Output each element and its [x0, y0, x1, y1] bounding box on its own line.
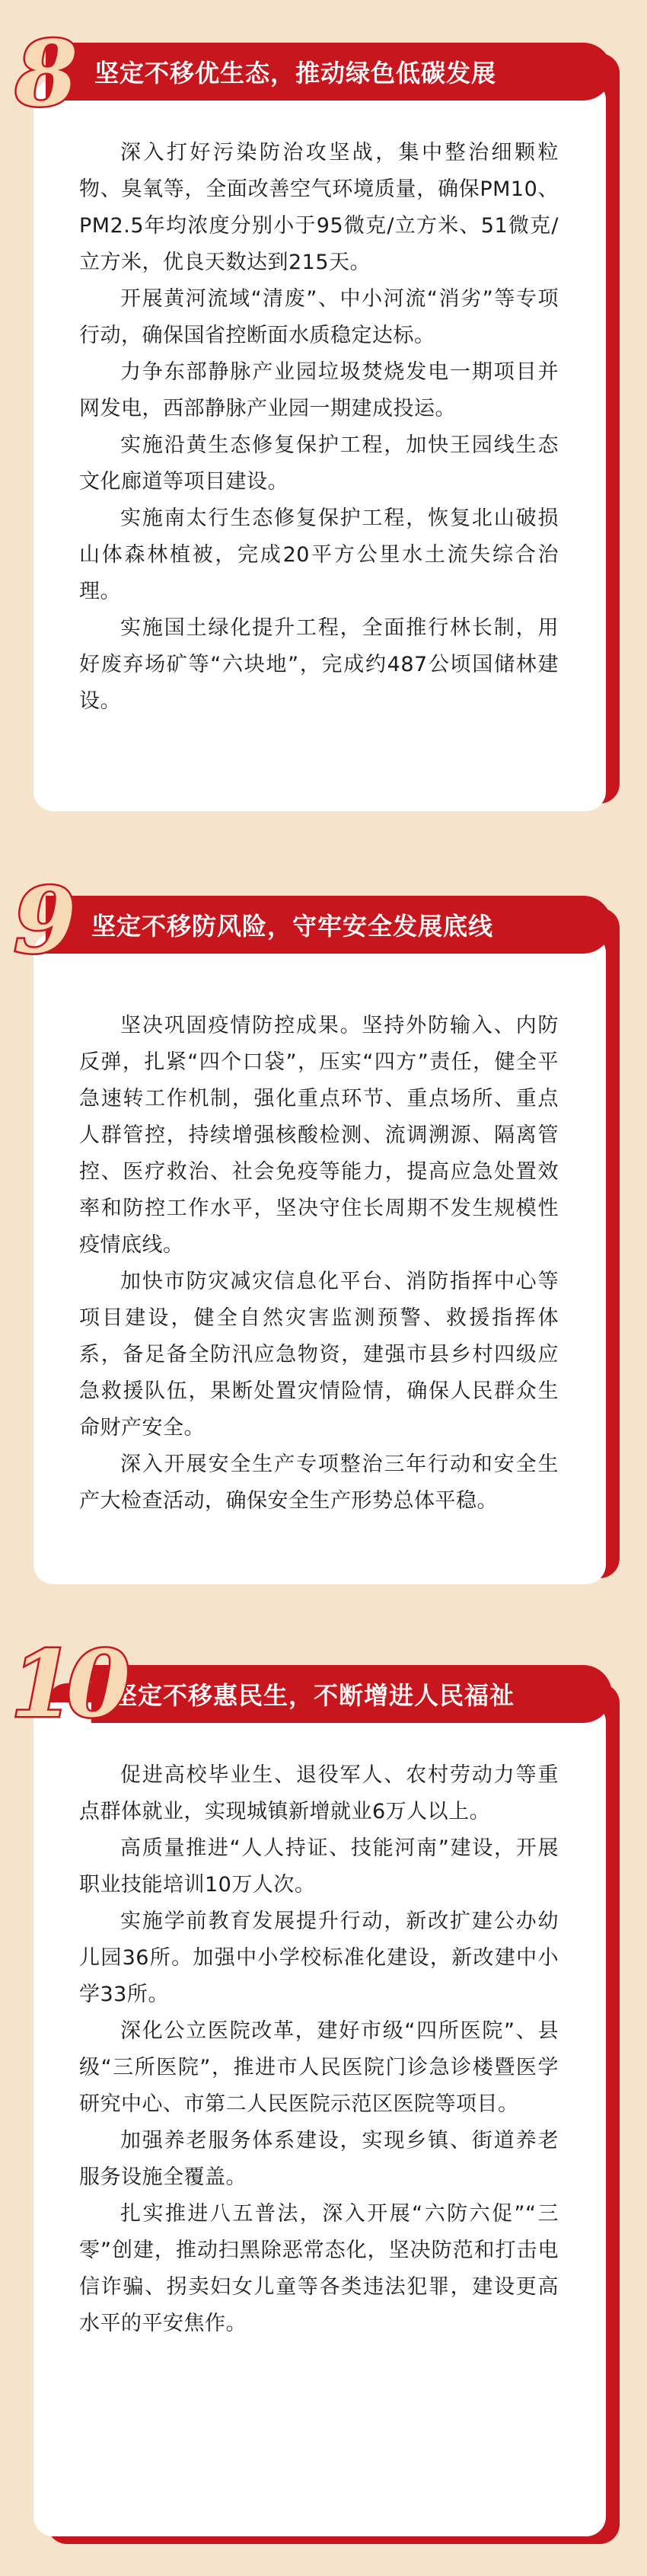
paragraph: 实施南太行生态修复保护工程，恢复北山破损山体森林植被，完成20平方公里水土流失综合治理。	[79, 507, 559, 603]
paragraph: 加强养老服务体系建设，实现乡镇、街道养老服务设施全覆盖。	[79, 2129, 559, 2189]
paragraph: 实施沿黄生态修复保护工程，加快王园线生态文化廊道等项目建设。	[79, 433, 559, 494]
section-10	[0, 1622, 647, 2552]
content-card	[33, 1702, 606, 2536]
paragraph: 坚决巩固疫情防控成果。坚持外防输入、内防反弹，扎紧“四个口袋”，压实“四方”责任，健全平急速转工作机制，强化重点环节、重点场所、重点人群管控，持续增强核酸检测、流调溯源、隔离管控、医疗救治、社会免疫等能力，提高应急处置效率和防控工作水平，坚决守住长周期不发生规模性疫情底线。	[79, 1014, 559, 1257]
section-title-banner	[46, 43, 612, 101]
section-title-banner	[46, 896, 612, 954]
paragraph: 力争东部静脉产业园垃圾焚烧发电一期项目并网发电，西部静脉产业园一期建成投运。	[79, 360, 559, 420]
section-title-banner	[91, 1665, 612, 1723]
section-8	[0, 0, 647, 826]
paragraph: 促进高校毕业生、退役军人、农村劳动力等重点群体就业，实现城镇新增就业6万人以上。	[79, 1763, 559, 1823]
content-card	[33, 80, 606, 811]
section-title: 坚定不移防风险，守牢安全发展底线	[91, 912, 494, 941]
section-9	[0, 853, 647, 1600]
paragraph: 实施国土绿化提升工程，全面推行林长制，用好废弃场矿等“六块地”，完成约487公顷国储林建设。	[79, 616, 559, 713]
section-title: 坚定不移惠民生，不断增进人民福祉	[113, 1681, 515, 1710]
section-title: 坚定不移优生态，推动绿色低碳发展	[94, 59, 497, 88]
section-number: 9	[14, 868, 77, 973]
paragraph: 加快市防灾减灾信息化平台、消防指挥中心等项目建设，健全自然灾害监测预警、救援指挥体系，备足备全防汛应急物资，建强市县乡村四级应急救援队伍，果断处置灾情险情，确保人民群众生命财产安全。	[79, 1270, 559, 1440]
paragraph: 深化公立医院改革，建好市级“四所医院”、县级“三所医院”，推进市人民医院门诊急诊楼暨医学研究中心、市第二人民医院示范区医院等项目。	[79, 2019, 559, 2116]
paragraph: 实施学前教育发展提升行动，新改扩建公办幼儿园36所。加强中小学校标准化建设，新改建中小学33所。	[79, 1910, 559, 2006]
paragraph: 深入开展安全生产专项整治三年行动和安全生产大检查活动，确保安全生产形势总体平稳。	[79, 1453, 559, 1513]
paragraph: 高质量推进“人人持证、技能河南”建设，开展职业技能培训10万人次。	[79, 1836, 559, 1897]
paragraph: 深入打好污染防治攻坚战，集中整治细颗粒物、臭氧等，全面改善空气环境质量，确保PM10、PM2.5年均浓度分别小于95微克/立方米、51微克/立方米，优良天数达到215天。	[79, 141, 559, 274]
paragraph: 开展黄河流域“清废”、中小河流“消劣”等专项行动，确保国省控断面水质稳定达标。	[79, 287, 559, 347]
section-number: 10	[11, 1631, 123, 1738]
content-card	[33, 933, 606, 1584]
section-number: 8	[15, 21, 78, 126]
paragraph: 扎实推进八五普法，深入开展“六防六促”“三零”创建，推动扫黑除恶常态化，坚决防范和打击电信诈骗、拐卖妇女儿童等各类违法犯罪，建设更高水平的平安焦作。	[79, 2202, 559, 2335]
